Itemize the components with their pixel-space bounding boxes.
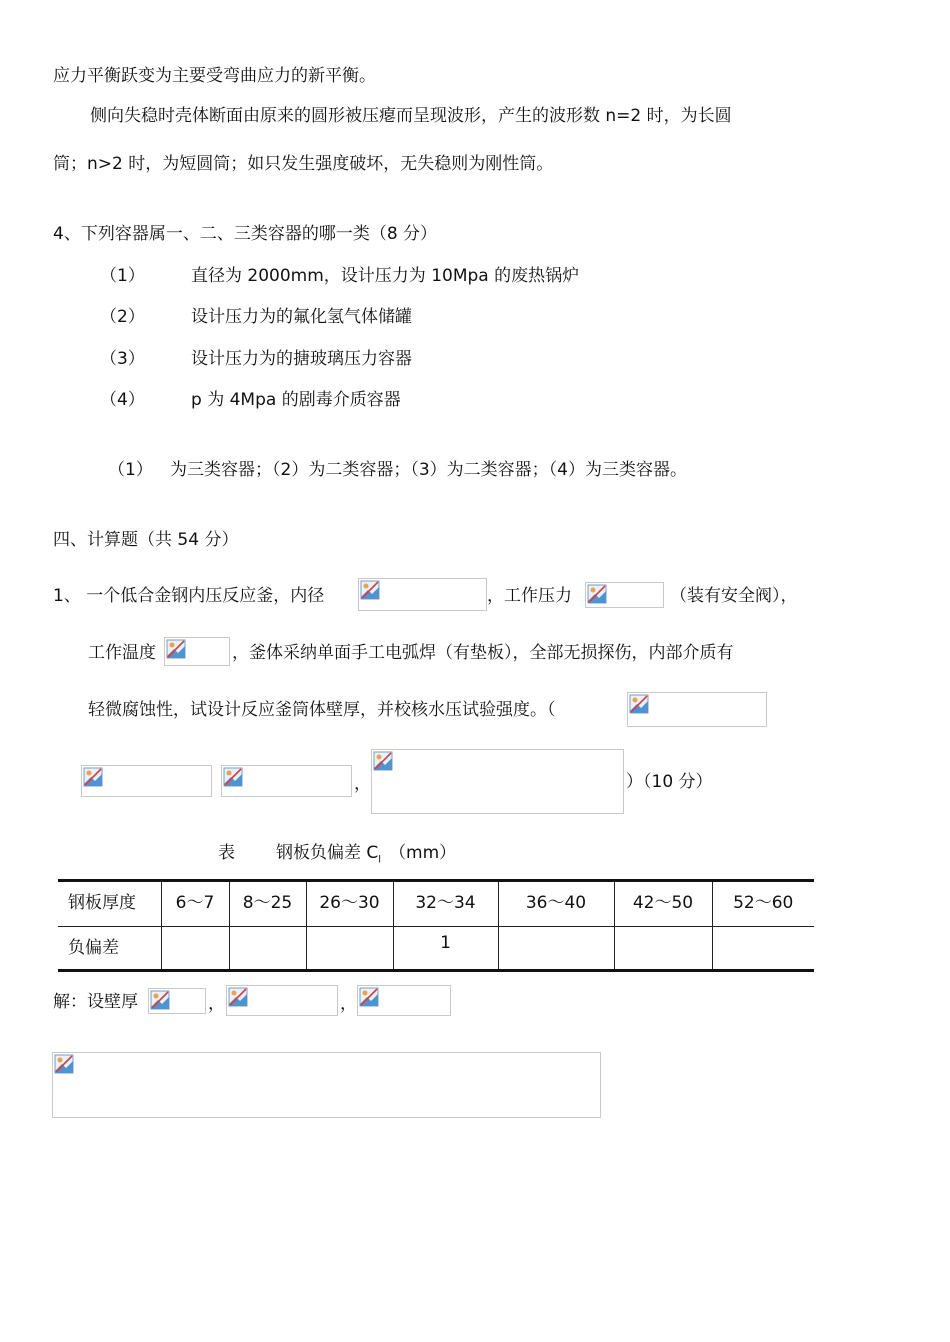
table-cell: 8～25: [229, 881, 306, 927]
broken-image-icon: [54, 1054, 74, 1074]
broken-image-icon: [228, 987, 248, 1007]
table-cell: [229, 927, 306, 971]
section-4-title: 四、计算题（共 54 分）: [53, 530, 239, 550]
solution-comma-2: ，: [340, 994, 357, 1014]
table-cell: 负偏差: [58, 927, 161, 971]
table-cell: 6～7: [161, 881, 229, 927]
table-caption-label: 表: [218, 843, 235, 863]
item-3-number: （3）: [100, 349, 145, 369]
table-cell: [161, 927, 229, 971]
table-row: [58, 927, 814, 971]
answer-text: 为三类容器；（2）为二类容器；（3）为二类容器；（4）为三类容器。: [170, 460, 687, 480]
item-2-text: 设计压力为的氟化氢气体储罐: [191, 307, 412, 327]
calc-line-1-end: （装有安全阀），: [670, 586, 798, 606]
item-4-text: p 为 4Mpa 的剧毒介质容器: [191, 390, 401, 410]
formula-image-inner-diameter: [358, 578, 487, 611]
table-caption-main: 钢板负偏差 C: [276, 843, 379, 863]
formula-image-work-temperature: [164, 637, 230, 666]
broken-image-icon: [166, 639, 186, 659]
formula-image-solution-main: [52, 1052, 601, 1118]
table-cell: 1: [393, 927, 498, 971]
item-1-number: （1）: [100, 266, 145, 286]
calc-line-3: 轻微腐蚀性，试设计反应釜筒体壁厚，并校核水压试验强度。（: [88, 700, 556, 720]
calc-line-4-comma: ，: [354, 774, 371, 794]
item-3-text: 设计压力为的搪玻璃压力容器: [191, 349, 412, 369]
table-cell: 26～30: [306, 881, 393, 927]
deviation-table: [58, 879, 814, 972]
paragraph-2-line-1: 侧向失稳时壳体断面由原来的圆形被压瘪而呈现波形，产生的波形数 n=2 时，为长圆: [90, 106, 732, 126]
calc-line-1-mid: ，工作压力: [487, 586, 572, 606]
table-header-row: [58, 881, 814, 927]
table-caption-subscript: l: [378, 854, 382, 866]
formula-image-param-4: [371, 749, 624, 814]
broken-image-icon: [150, 990, 170, 1010]
table-cell: [712, 927, 814, 971]
table-cell: 52～60: [712, 881, 814, 927]
broken-image-icon: [223, 767, 243, 787]
item-4-number: （4）: [100, 390, 145, 410]
solution-comma-1: ，: [208, 994, 225, 1014]
calc-line-4-end: ）（10 分）: [626, 772, 713, 792]
calc-line-2-rest: ，釜体采纳单面手工电弧焊（有垫板），全部无损探伤，内部介质有: [232, 643, 734, 663]
table-caption-unit: （mm）: [389, 843, 457, 863]
broken-image-icon: [373, 751, 393, 771]
item-1-text: 直径为 2000mm，设计压力为 10Mpa 的废热锅炉: [191, 266, 580, 286]
question-4-title: 4、下列容器属一、二、三类容器的哪一类（8 分）: [53, 224, 438, 244]
formula-image-param-1: [627, 692, 767, 727]
formula-image-param-2: [81, 765, 212, 797]
broken-image-icon: [360, 580, 380, 600]
table-caption-title: [276, 841, 456, 872]
calc-line-2-prefix: 工作温度: [88, 643, 156, 663]
solution-prefix: 解：设壁厚: [53, 992, 138, 1012]
broken-image-icon: [587, 584, 607, 604]
table-cell: [498, 927, 614, 971]
paragraph-1: 应力平衡跃变为主要受弯曲应力的新平衡。: [53, 66, 376, 86]
formula-image-work-pressure: [585, 582, 664, 608]
table-cell: [614, 927, 712, 971]
item-2-number: （2）: [100, 307, 145, 327]
formula-image-solution-param-2: [357, 985, 451, 1016]
answer-number: （1）: [108, 460, 153, 480]
broken-image-icon: [629, 694, 649, 714]
calc-line-1-prefix: 1、 一个低合金钢内压反应釜，内径: [53, 586, 325, 606]
formula-image-wall-thickness: [148, 988, 206, 1014]
paragraph-2-line-2: 筒；n>2 时，为短圆筒；如只发生强度破坏，无失稳则为刚性筒。: [53, 154, 554, 174]
table-cell: 42～50: [614, 881, 712, 927]
table-cell: [306, 927, 393, 971]
broken-image-icon: [83, 767, 103, 787]
broken-image-icon: [359, 987, 379, 1007]
table-cell: 钢板厚度: [58, 881, 161, 927]
table-cell: 36～40: [498, 881, 614, 927]
formula-image-param-3: [221, 765, 352, 797]
table-cell: 32～34: [393, 881, 498, 927]
formula-image-solution-param-1: [226, 985, 338, 1016]
